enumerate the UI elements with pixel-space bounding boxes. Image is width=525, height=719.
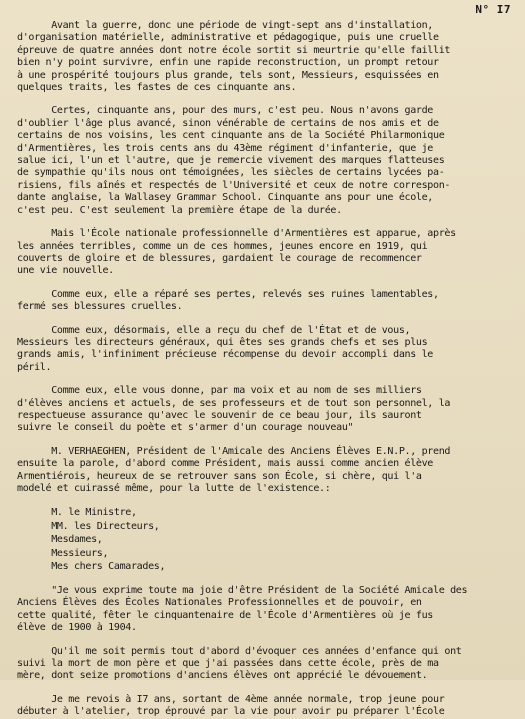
text-line: mère, dont seize promotions d'anciens élèves ont apprécié le dévouement. — [17, 670, 428, 682]
text-line: Messieurs les directeurs généraux, qui êtes ses grands chefs et ses plus — [17, 336, 428, 348]
text-line: débuter à l'atelier, trop éprouvé par la vie pour avoir pu préparer l'École — [17, 706, 445, 718]
text-line: péril. — [17, 361, 52, 373]
text-line: une vie nouvelle. — [17, 265, 114, 277]
text-line: "Je vous exprime toute ma joie d'être Président de la Société Amicale des — [17, 584, 468, 596]
salutation-line: MM. les Directeurs, — [17, 520, 160, 532]
text-line: quelques traits, les fastes de ces cinquante ans. — [17, 82, 297, 94]
document-body — [17, 20, 511, 719]
text-line: de sympathie qu'ils nous ont témoignées, les siècles de certains lycées pa- — [17, 167, 445, 179]
salutation-line: Mes chers Camarades, — [17, 561, 166, 573]
text-line: d'Armentières, les trois cents ans du 43ème régiment d'infanterie, que je — [17, 142, 434, 154]
text-line: risiens, fils aînés et respectés de l'Université et ceux de notre correspon- — [17, 179, 451, 191]
text-line: Certes, cinquante ans, pour des murs, c'est peu. Nous n'avons garde — [17, 105, 434, 117]
text-line: les années terribles, comme un de ces hommes, jeunes encore en 1919, qui — [17, 240, 428, 252]
text-line: d'élèves anciens et actuels, de ses professeurs et de tout son personnel, la — [17, 397, 451, 409]
salutation-line: M. le Ministre, — [17, 507, 137, 519]
text-line: salue ici, l'un et l'autre, que je remercie vivement des marques flatteuses — [17, 155, 445, 167]
paragraph — [17, 289, 511, 314]
text-line: ensuite la parole, d'abord comme Président, mais aussi comme ancien élève — [17, 458, 434, 470]
page-number: N° I7 — [475, 3, 511, 16]
text-line: Mais l'École nationale professionnelle d'Armentières est apparue, après — [17, 228, 456, 240]
text-line: Je me revois à I7 ans, sortant de 4ème année normale, trop jeune pour — [17, 693, 445, 705]
text-line: Qu'il me soit permis tout d'abord d'évoquer ces années d'enfance qui ont — [17, 645, 462, 657]
paragraph — [17, 105, 511, 217]
text-line: Comme eux, elle vous donne, par ma voix et au nom de ses milliers — [17, 385, 422, 397]
text-line: c'est peu. C'est seulement la première étape de la durée. — [17, 204, 342, 216]
salutation-line: Messieurs, — [17, 547, 109, 559]
text-line: modelé et cuirassé même, pour la lutte de l'existence.: — [17, 483, 331, 494]
paragraph — [17, 20, 511, 94]
salutation-list — [17, 506, 511, 574]
paragraph — [17, 325, 511, 375]
text-line: grands amis, l'infiniment précieuse récompense du devoir accompli dans le — [17, 349, 434, 361]
text-line: Comme eux, désormais, elle a reçu du chef de l'État et de vous, — [17, 324, 411, 336]
text-line: respectueuse assurance qu'avec le souvenir de ce beau jour, ils sauront — [17, 409, 422, 421]
text-line: bien n'y point survivre, enfin une rapide reconstruction, un prompt retour — [17, 57, 439, 69]
text-line: cette qualité, fêter le cinquantenaire de l'École d'Armentières où je fus — [17, 609, 434, 621]
text-line: d'organisation matérielle, administrative et pédagogique, puis une cruelle — [17, 32, 439, 44]
text-line: Avant la guerre, donc une période de vingt-sept ans d'installation, — [17, 20, 434, 31]
salutation-line: Mesdames, — [17, 534, 103, 546]
text-line: Anciens Élèves des Écoles Nationales Professionnelles et de pouvoir, en — [17, 597, 422, 609]
text-line: à une prospérité toujours plus grande, tels sont, Messieurs, esquissées en — [17, 69, 439, 81]
paragraph — [17, 446, 511, 496]
text-line: dante anglaise, la Wallasey Grammar School. Cinquante ans pour une école, — [17, 192, 434, 204]
text-line: Comme eux, elle a réparé ses pertes, relevés ses ruines lamentables, — [17, 288, 439, 300]
paragraph — [17, 646, 511, 683]
text-line: M. VERHAEGHEN, Président de l'Amicale des Anciens Élèves E.N.P., prend — [17, 445, 451, 457]
text-line: certains de nos voisins, les cent cinquante ans de la Société Philarmonique — [17, 130, 445, 142]
paragraph — [17, 585, 511, 635]
paragraph — [17, 228, 511, 278]
text-line: d'oublier l'âge plus avancé, sinon vénérable de certains de nos amis et de — [17, 117, 439, 129]
text-line: Armentiérois, heureux de se retrouver sans son École, si chère, qui l'a — [17, 470, 422, 482]
text-line: couverts de gloire et de blessures, gardaient le courage de recommencer — [17, 252, 422, 264]
text-line: fermé ses blessures cruelles. — [17, 301, 183, 313]
text-line: suivre le conseil du poète et s'armer d'un courage nouveau" — [17, 422, 354, 434]
paragraph — [17, 694, 511, 719]
paragraph — [17, 385, 511, 435]
text-line: suivi la mort de mon père et que j'ai passées dans cette école, près de ma — [17, 657, 439, 669]
text-line: épreuve de quatre années dont notre école sortit si meurtrie qu'elle faillit — [17, 44, 451, 56]
text-line: élève de 1900 à 1904. — [17, 622, 137, 634]
